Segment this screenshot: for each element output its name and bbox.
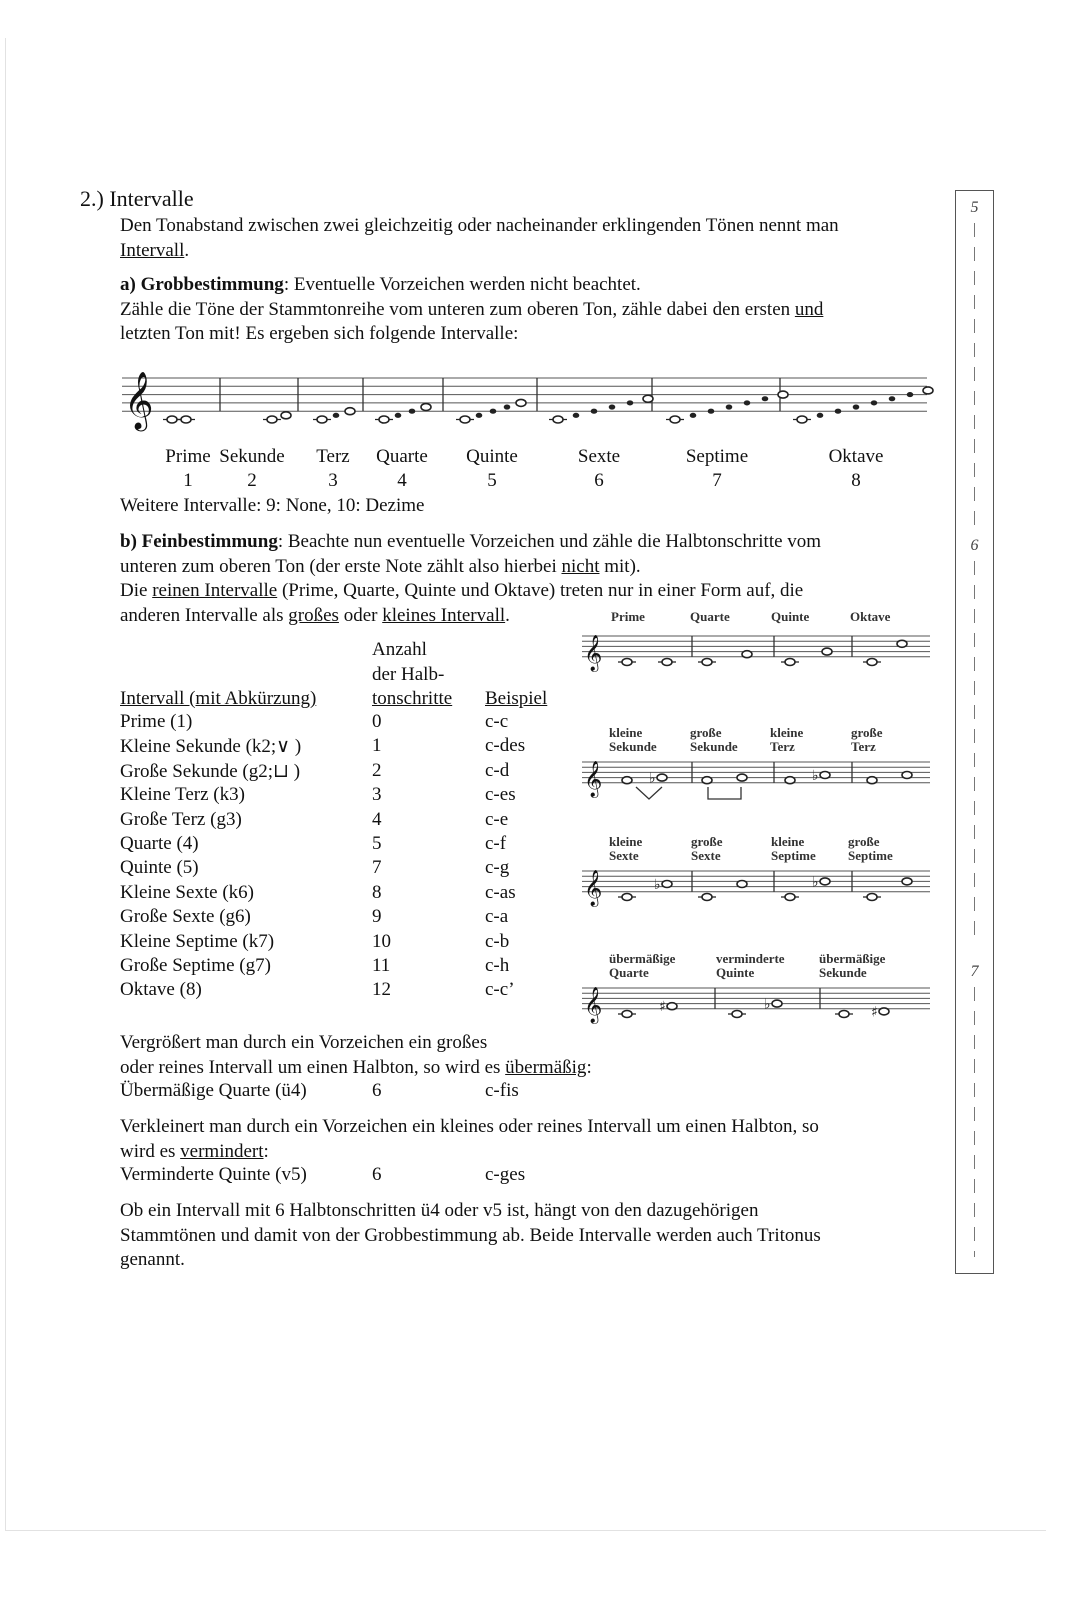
note [745,401,750,405]
note [818,414,823,418]
cell-interval: Quinte (5) [120,857,199,879]
note [691,414,696,418]
note [854,405,859,409]
example-staff [582,984,932,1034]
page-number: 5 [970,199,979,216]
note [820,878,830,885]
dim-line: Verkleinert man durch ein Vorzeichen ein kleines oder reines Intervall um einen Halbton, so [120,1116,819,1137]
note [477,414,482,418]
note [317,416,327,423]
note [879,1008,889,1015]
example-label-line: Septime [771,848,816,863]
example-label-line: kleine [609,725,643,740]
note [836,409,841,413]
cell-beispiel: c-fis [485,1080,519,1101]
cell-halbtoene: 4 [372,808,382,830]
example-label: Quinte [771,609,810,624]
note [737,774,747,781]
cell-beispiel: c-f [485,833,507,854]
tritonus-text [120,1199,821,1273]
note [622,777,632,784]
note [643,395,653,402]
major-second-icon [708,787,741,799]
note [908,393,913,397]
example-label [609,952,675,980]
note [785,777,795,784]
flat-icon: ♭ [654,877,661,893]
note [867,777,877,784]
cell-interval: Prime (1) [120,711,193,732]
example-label [690,726,738,754]
note [763,397,768,401]
note [421,404,431,411]
cell-halbtoene: 6 [372,1164,382,1185]
page-number: 7 [970,963,979,980]
note [670,416,680,423]
cell-interval: Kleine Terz (k3) [120,784,245,806]
note [702,894,712,901]
example-staff [582,632,932,682]
interval-number: 8 [851,470,861,491]
page-number: 6 [970,537,979,554]
cell-beispiel: c-des [485,735,526,757]
cell-halbtoene: 9 [372,906,382,928]
page-margin-column [955,190,994,1274]
small-second-icon [636,787,662,799]
interval-number: 3 [328,470,338,491]
interval-number: 2 [247,470,257,491]
fein-line: Die [120,580,153,601]
note [410,409,415,413]
note [553,416,563,423]
punct: . [184,239,190,261]
fein-underline: großes [288,604,339,626]
sharp-icon: ♯ [659,999,666,1016]
interval-name: Sekunde [219,446,285,467]
header-line: Anzahl [372,639,427,660]
table-row [120,906,570,931]
cell-interval: Kleine Septime (k7) [120,930,275,952]
grob-line: Zähle die Töne der Stammtonreihe vom unteren zum oberen Ton, zähle dabei den ersten [120,298,795,320]
interval-number: 1 [183,470,193,491]
example-label-line: große [691,834,723,849]
example-label-line: verminderte [716,951,785,966]
note [732,1011,742,1018]
cell-halbtoene: 3 [372,784,382,806]
interval-name: Oktave [828,446,884,467]
example-label-line: Quinte [716,965,755,980]
interval-name: Sexte [577,446,621,467]
dim-line: wird es [120,1140,181,1162]
second-symbols [630,785,830,805]
section-title: 2.) Intervalle [80,186,194,211]
table-row [120,760,570,785]
aug-line: : [586,1056,592,1078]
cell-beispiel: c-as [485,881,516,903]
treble-clef-icon: 𝄞 [124,371,154,430]
table-row [120,882,570,907]
cell-interval: Kleine Sexte (k6) [120,881,255,903]
fein-underline: nicht [561,555,600,577]
note [820,772,830,779]
cell-halbtoene: 1 [372,735,382,757]
note [345,408,355,415]
fein-underline: reinen Intervalle [152,580,278,601]
interval-staff [122,372,927,442]
note [505,405,510,409]
cell-beispiel: c-e [485,808,509,830]
note [181,416,191,423]
tritonus-line: Ob ein Intervall mit 6 Halbtonschritten ü4 oder v5 ist, hängt von den dazugehörigen [120,1200,759,1221]
cell-interval: Oktave (8) [120,979,202,1001]
cell-halbtoene: 5 [372,833,382,854]
aug-line: Vergrößert man durch ein Vorzeichen ein großes [120,1032,488,1053]
note [460,416,470,423]
header-beispiel: Beispiel [485,688,548,709]
cell-interval: Kleine Sekunde (k2;∨ ) [120,736,302,758]
treble-clef-icon: 𝄞 [584,760,603,797]
example-label-line: große [851,725,883,740]
interval-number: 7 [712,470,722,491]
note [872,401,877,405]
example-label [609,835,642,863]
note [785,894,795,901]
example-label-line: übermäßige [609,951,676,966]
example-staff [582,867,932,917]
cell-beispiel: c-h [485,955,510,976]
cell-beispiel: c-d [485,759,510,781]
cell-halbtoene: 6 [372,1080,382,1101]
example-label-line: Septime [848,848,893,863]
term-vermindert: vermindert [180,1140,264,1162]
example-label: Oktave [850,609,891,624]
note [491,409,496,413]
flat-icon: ♭ [649,770,656,787]
note [737,881,747,888]
note [702,659,712,666]
note [379,416,389,423]
example-label: Prime [611,609,645,624]
cell-interval: Große Septime (g7) [120,955,271,976]
fein-line: oder [338,604,383,626]
example-label-line: Sexte [691,848,721,863]
intro-text [120,214,839,263]
aug-line: oder reines Intervall um einen Halbton, so wird es [120,1056,506,1078]
example-label [851,726,883,754]
cell-beispiel: c-c [485,711,509,732]
example-label [819,952,885,980]
note [742,651,752,658]
cell-halbtoene: 12 [372,979,391,1001]
intro-line: Den Tonabstand zwischen zwei gleichzeitig oder nacheinander erklingenden Tönen nennt man [120,215,839,236]
tritonus-line: Stammtönen und damit von der Grobbestimmung ab. Beide Intervalle werden auch Tritonus [120,1224,821,1246]
cell-halbtoene: 8 [372,881,382,903]
grob-line: letzten Ton mit! Es ergeben sich folgende Intervalle: [120,323,519,344]
margin-line [974,223,975,528]
example-label-line: Sekunde [819,965,867,980]
flat-icon: ♭ [812,768,819,784]
note [923,387,933,394]
note [516,399,526,406]
note [822,648,832,655]
cell-halbtoene: 11 [372,955,391,976]
grob-underline: und [794,298,824,320]
interval-name: Quarte [376,446,428,467]
further-intervals: Weitere Intervalle: 9: None, 10: Dezime [120,495,425,516]
interval-name: Prime [165,446,211,467]
example-label-line: Sexte [609,848,639,863]
header-line: tonschritte [372,688,453,709]
note [709,409,714,413]
sharp-icon: ♯ [871,1004,878,1021]
treble-clef-icon: 𝄞 [584,634,603,671]
cell-halbtoene: 10 [372,930,391,952]
example-label: Quarte [690,609,730,624]
example-label-line: Terz [770,739,795,754]
dim-line: : [263,1140,269,1162]
note [574,414,579,418]
note [167,416,177,423]
example-label-line: Sekunde [690,739,738,754]
grob-heading: a) Grobbestimmung [120,274,284,295]
cell-interval: Große Sexte (g6) [120,906,251,928]
example-label-line: Sekunde [609,739,657,754]
interval-number: 4 [397,470,407,491]
example-label-line: große [848,834,880,849]
example-label-line: kleine [770,725,804,740]
fein-heading: b) Feinbestimmung [120,531,278,552]
example-label-line: Quarte [609,965,649,980]
note [662,881,672,888]
cell-interval: Quarte (4) [120,833,199,854]
treble-clef-icon: 𝄞 [584,986,603,1023]
flat-icon: ♭ [812,874,819,891]
margin-line [974,987,975,1257]
note [772,1000,782,1007]
example-label [716,952,785,980]
diminished-row [120,1164,570,1189]
cell-interval: Große Sekunde (g2;⊔ ) [120,760,301,782]
note [902,878,912,885]
table-row [120,711,570,736]
example-label [609,726,657,754]
note [702,777,712,784]
note [267,416,277,423]
table-row [120,784,570,809]
example-label [770,726,803,754]
grobbestimmung-text [120,273,823,347]
table-row [120,809,570,834]
example-label [771,835,816,863]
cell-beispiel: c-c’ [485,979,515,1001]
fein-line: : Beachte nun eventuelle Vorzeichen und zähle die Halbtonschritte vom [277,531,822,552]
note [867,659,877,666]
cell-beispiel: c-ges [485,1164,526,1185]
note [622,659,632,666]
table-row [120,833,570,858]
example-label-line: kleine [609,834,643,849]
fein-line: mit). [599,555,641,577]
note [281,412,291,419]
cell-interval: Große Terz (g3) [120,808,242,830]
note [902,772,912,779]
cell-beispiel: c-es [485,784,516,806]
header-halbtonschritte [372,638,452,712]
interval-name: Septime [685,446,749,467]
note [657,774,667,781]
note [396,414,401,418]
grob-line: : Eventuelle Vorzeichen werden nicht beachtet. [283,274,641,295]
note [622,1011,632,1018]
header-line: der Halb- [372,663,445,685]
example-label-line: große [690,725,722,740]
interval-name: Terz [316,446,350,467]
example-label-line: Terz [851,739,876,754]
example-label-line: kleine [771,834,805,849]
note [592,409,597,413]
cell-halbtoene: 2 [372,759,382,781]
flat-icon: ♭ [764,996,771,1013]
note [797,416,807,423]
cell-beispiel: c-b [485,930,510,952]
fein-line: (Prime, Quarte, Quinte und Oktave) treten nur in einer Form auf, die [277,580,804,601]
header-intervall: Intervall (mit Abkürzung) [120,688,317,709]
term-uebermaessig: übermäßig [505,1056,587,1078]
cell-halbtoene: 0 [372,711,382,732]
note [778,391,788,398]
fein-line: anderen Intervalle als [120,604,289,626]
table-row [120,931,570,956]
interval-number: 6 [594,470,604,491]
note [785,659,795,666]
note [628,401,633,405]
note [727,405,732,409]
cell-beispiel: c-g [485,857,510,879]
treble-clef-icon: 𝄞 [584,869,603,906]
cell-halbtoene: 7 [372,857,382,879]
diminished-text [120,1115,819,1164]
note [334,414,339,418]
cell-beispiel: c-a [485,906,509,928]
note [839,1011,849,1018]
interval-name: Quinte [466,446,518,467]
example-label [848,835,893,863]
cell-interval: Verminderte Quinte (v5) [120,1164,307,1185]
margin-line [974,561,975,941]
interval-number: 5 [487,470,497,491]
note [867,894,877,901]
note [890,397,895,401]
note [622,894,632,901]
table-row [120,955,570,980]
tritonus-line: genannt. [120,1249,185,1270]
fein-line: unteren zum oberen Ton (der erste Note zählt also hierbei [120,555,562,577]
table-row [120,979,570,1004]
term-intervall: Intervall [120,239,185,261]
augmented-text [120,1031,592,1080]
example-label-line: übermäßige [819,951,886,966]
example-label [691,835,723,863]
cell-interval: Übermäßige Quarte (ü4) [120,1080,307,1101]
note [897,640,907,647]
table-row [120,735,570,760]
note [610,405,615,409]
fein-underline: kleines Intervall [382,604,506,626]
table-row [120,857,570,882]
note [667,1003,677,1010]
augmented-row [120,1080,570,1105]
note [662,659,672,666]
fein-line: . [505,604,510,626]
